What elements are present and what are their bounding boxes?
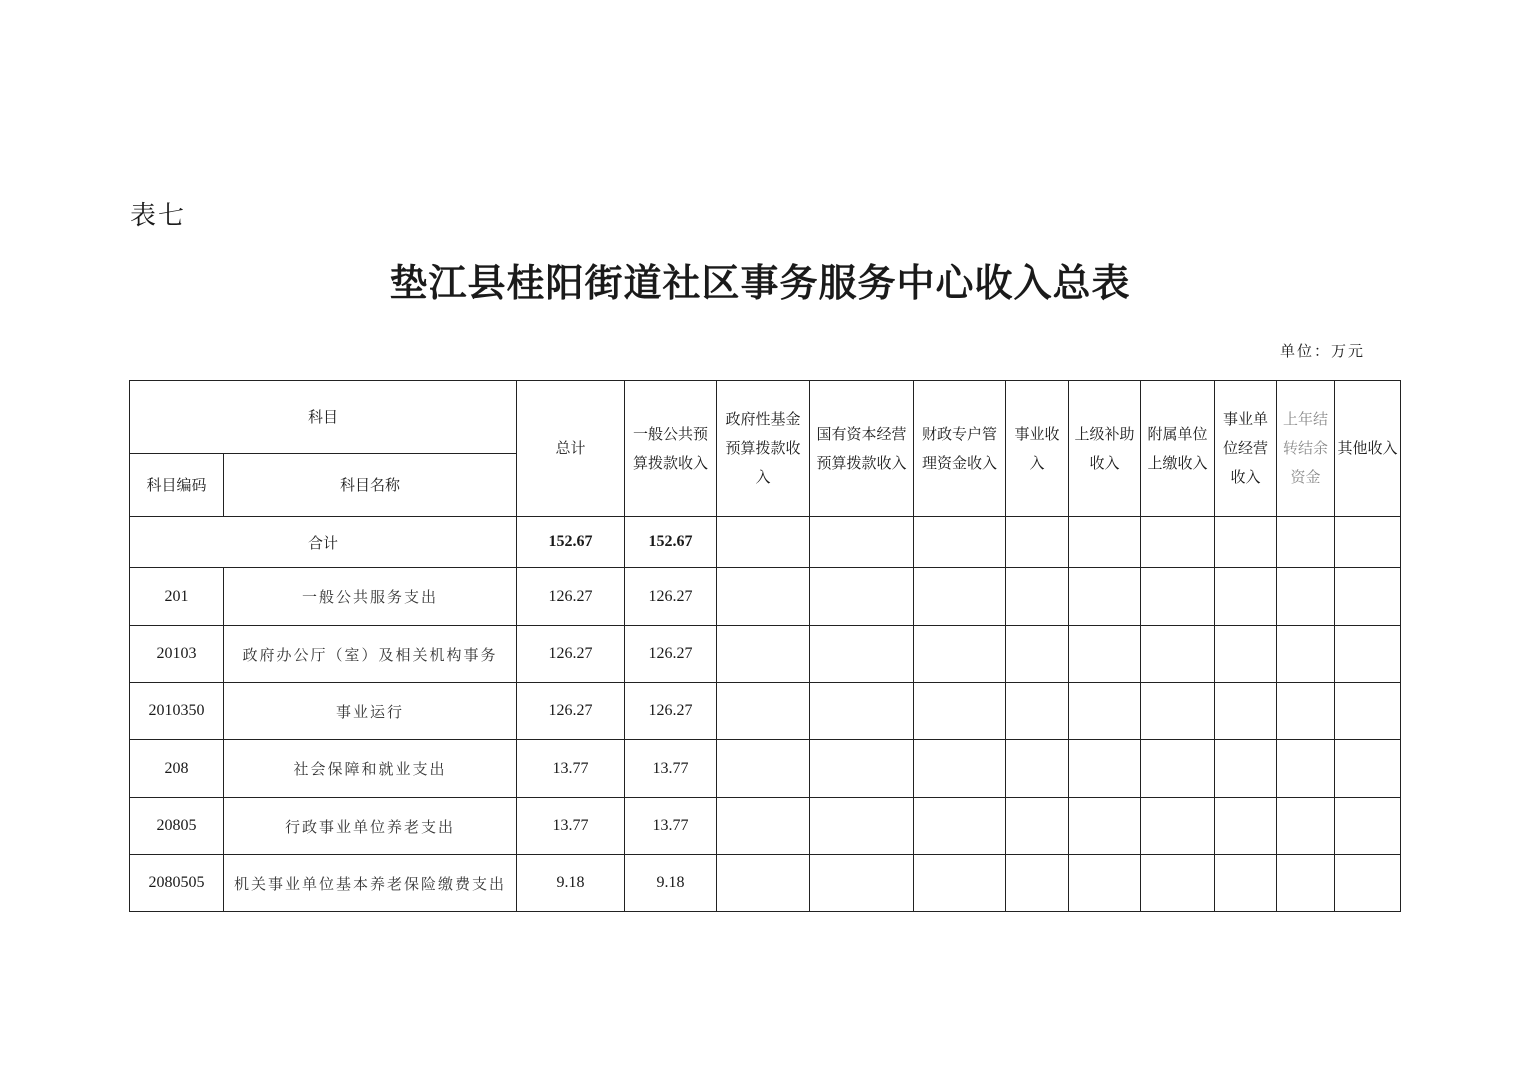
row-total: 126.27: [517, 683, 625, 740]
row-name: 政府办公厅（室）及相关机构事务: [224, 626, 517, 683]
row-code: 20805: [130, 798, 224, 855]
row-total: 9.18: [517, 855, 625, 912]
header-other-income: 其他收入: [1335, 381, 1401, 517]
header-subject: 科目: [130, 381, 517, 454]
total-label: 合计: [130, 517, 517, 568]
row-name: 社会保障和就业支出: [224, 740, 517, 798]
header-subject-code: 科目编码: [130, 454, 224, 517]
row-general-budget: 13.77: [625, 798, 717, 855]
table-row: [130, 740, 1401, 798]
row-code: 201: [130, 568, 224, 626]
header-business-income: 事业收入: [1006, 381, 1069, 517]
row-name: 行政事业单位养老支出: [224, 798, 517, 855]
header-row-1: [130, 381, 1401, 454]
total-general-budget: 152.67: [625, 517, 717, 568]
header-special-account: 财政专户管理资金收入: [914, 381, 1006, 517]
unit-label: 单位：万元: [1280, 342, 1366, 360]
row-name: 事业运行: [224, 683, 517, 740]
page-title: 垫江县桂阳街道社区事务服务中心收入总表: [389, 260, 1131, 305]
table-row: [130, 683, 1401, 740]
total-row: [130, 517, 1401, 568]
table-label: 表七: [130, 201, 187, 231]
header-subsidiary-payment: 附属单位上缴收入: [1141, 381, 1215, 517]
header-subject-name: 科目名称: [224, 454, 517, 517]
total-value: 152.67: [517, 517, 625, 568]
row-general-budget: 126.27: [625, 568, 717, 626]
row-name: 机关事业单位基本养老保险缴费支出: [224, 855, 517, 912]
header-general-budget: 一般公共预算拨款收入: [625, 381, 717, 517]
row-code: 208: [130, 740, 224, 798]
row-total: 13.77: [517, 740, 625, 798]
row-code: 20103: [130, 626, 224, 683]
table-row: [130, 626, 1401, 683]
row-general-budget: 9.18: [625, 855, 717, 912]
header-gov-fund: 政府性基金预算拨款收入: [717, 381, 810, 517]
row-general-budget: 126.27: [625, 626, 717, 683]
header-superior-subsidy: 上级补助收入: [1069, 381, 1141, 517]
row-total: 126.27: [517, 626, 625, 683]
table-row: [130, 798, 1401, 855]
header-state-capital: 国有资本经营预算拨款收入: [810, 381, 914, 517]
row-general-budget: 13.77: [625, 740, 717, 798]
row-total: 13.77: [517, 798, 625, 855]
header-operating-income: 事业单位经营收入: [1215, 381, 1277, 517]
income-table: [129, 380, 1401, 912]
row-name: 一般公共服务支出: [224, 568, 517, 626]
header-carryover: 上年结转结余资金: [1277, 381, 1335, 517]
row-general-budget: 126.27: [625, 683, 717, 740]
row-total: 126.27: [517, 568, 625, 626]
row-code: 2080505: [130, 855, 224, 912]
table-row: [130, 855, 1401, 912]
table-row: [130, 568, 1401, 626]
header-total: 总计: [517, 381, 625, 517]
row-code: 2010350: [130, 683, 224, 740]
